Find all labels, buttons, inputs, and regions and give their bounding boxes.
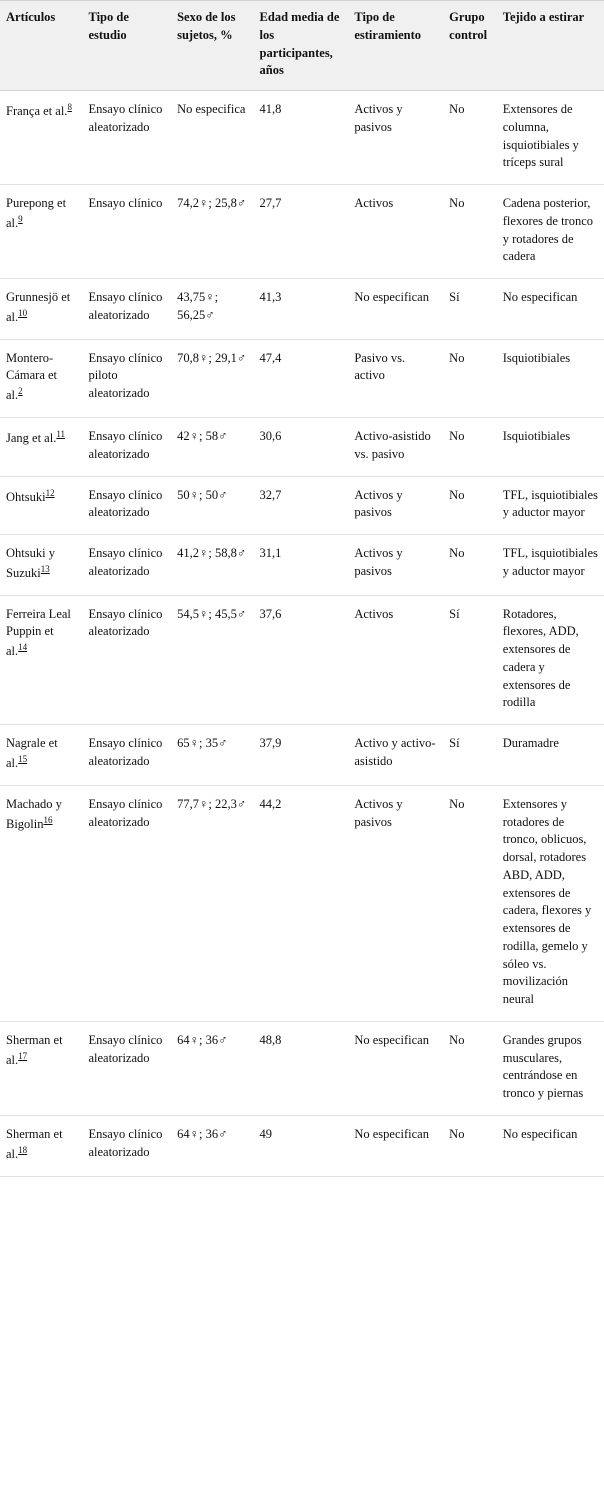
column-header-tipo-estiramiento: Tipo de estiramiento xyxy=(348,1,443,91)
cell-sex: 41,2♀; 58,8♂ xyxy=(171,535,253,596)
cell-study-type: Ensayo clínico aleatorizado xyxy=(82,91,171,185)
cell-tissue: Isquiotibiales xyxy=(497,339,604,417)
cell-article xyxy=(0,91,82,185)
cell-age: 31,1 xyxy=(254,535,349,596)
cell-article xyxy=(0,595,82,725)
column-header-edad-media: Edad media de los participantes, años xyxy=(254,1,349,91)
cell-study-type: Ensayo clínico aleatorizado xyxy=(82,1021,171,1115)
reference-link[interactable]: 8 xyxy=(67,102,72,112)
cell-tissue: Duramadre xyxy=(497,725,604,786)
cell-control-group: No xyxy=(443,185,497,279)
cell-study-type: Ensayo clínico piloto aleatorizado xyxy=(82,339,171,417)
cell-control-group: Sí xyxy=(443,279,497,340)
cell-sex: 70,8♀; 29,1♂ xyxy=(171,339,253,417)
reference-link[interactable]: 16 xyxy=(43,814,53,825)
cell-control-group: No xyxy=(443,785,497,1021)
table-row xyxy=(0,1115,604,1176)
cell-stretch-type: Activos y pasivos xyxy=(348,476,443,535)
cell-sex: 64♀; 36♂ xyxy=(171,1115,253,1176)
cell-study-type: Ensayo clínico aleatorizado xyxy=(82,725,171,786)
cell-age: 48,8 xyxy=(254,1021,349,1115)
cell-age: 32,7 xyxy=(254,476,349,535)
reference-link[interactable]: 18 xyxy=(18,1144,28,1155)
article-name: Ferreira Leal Puppin et al. xyxy=(6,606,71,659)
cell-study-type: Ensayo clínico aleatorizado xyxy=(82,785,171,1021)
cell-age: 47,4 xyxy=(254,339,349,417)
reference-link[interactable]: 9 xyxy=(18,213,23,224)
table-row xyxy=(0,339,604,417)
table-row xyxy=(0,418,604,477)
cell-study-type: Ensayo clínico aleatorizado xyxy=(82,418,171,477)
article-name: França et al. xyxy=(6,104,68,119)
cell-control-group: No xyxy=(443,1021,497,1115)
table-row xyxy=(0,595,604,725)
table-row xyxy=(0,185,604,279)
cell-tissue: Grandes grupos musculares, centrándose en tronco y piernas xyxy=(497,1021,604,1115)
cell-stretch-type: Activos xyxy=(348,185,443,279)
article-name: Ohtsuki y Suzuki xyxy=(6,546,55,580)
reference-link[interactable]: 13 xyxy=(40,563,50,574)
article-name: Sherman et al. xyxy=(6,1126,63,1161)
cell-article xyxy=(0,785,82,1021)
column-header-grupo-control: Grupo control xyxy=(443,1,497,91)
cell-sex: 64♀; 36♂ xyxy=(171,1021,253,1115)
cell-sex: No especifica xyxy=(171,91,253,185)
cell-tissue: Extensores de columna, isquiotibiales y tríceps sural xyxy=(497,91,604,185)
cell-study-type: Ensayo clínico aleatorizado xyxy=(82,595,171,725)
table-header-row xyxy=(0,1,604,91)
cell-article xyxy=(0,476,82,535)
reference-link[interactable]: 14 xyxy=(18,642,28,653)
cell-study-type: Ensayo clínico aleatorizado xyxy=(82,279,171,340)
cell-age: 37,9 xyxy=(254,725,349,786)
article-name: Jang et al. xyxy=(6,431,57,446)
cell-control-group: No xyxy=(443,339,497,417)
article-name: Ohtsuki xyxy=(6,489,46,504)
cell-article xyxy=(0,535,82,596)
cell-stretch-type: Activos xyxy=(348,595,443,725)
table-header xyxy=(0,1,604,91)
table-row xyxy=(0,785,604,1021)
cell-control-group: No xyxy=(443,418,497,477)
column-header-articulos: Artículos xyxy=(0,1,82,91)
cell-tissue: TFL, isquiotibiales y aductor mayor xyxy=(497,535,604,596)
table-body xyxy=(0,91,604,1177)
table-row xyxy=(0,725,604,786)
cell-sex: 54,5♀; 45,5♂ xyxy=(171,595,253,725)
cell-stretch-type: Activo y activo-asistido xyxy=(348,725,443,786)
article-name: Nagrale et al. xyxy=(6,736,58,771)
cell-sex: 65♀; 35♂ xyxy=(171,725,253,786)
cell-age: 37,6 xyxy=(254,595,349,725)
cell-tissue: No especifican xyxy=(497,1115,604,1176)
cell-tissue: Extensores y rotadores de tronco, oblicuos, dorsal, rotadores ABD, ADD, extensores de cadera, flexores y extensores de rodilla, gemelo y sóleo vs. movilización neural xyxy=(497,785,604,1021)
cell-stretch-type: Pasivo vs. activo xyxy=(348,339,443,417)
reference-link[interactable]: 12 xyxy=(45,487,55,498)
cell-sex: 43,75♀; 56,25♂ xyxy=(171,279,253,340)
cell-age: 41,8 xyxy=(254,91,349,185)
reference-link[interactable]: 11 xyxy=(56,429,66,440)
cell-article xyxy=(0,185,82,279)
table-row xyxy=(0,279,604,340)
cell-control-group: No xyxy=(443,535,497,596)
cell-age: 41,3 xyxy=(254,279,349,340)
cell-tissue: Cadena posterior, flexores de tronco y rotadores de cadera xyxy=(497,185,604,279)
cell-age: 30,6 xyxy=(254,418,349,477)
article-name: Montero-Cámara et al. xyxy=(6,350,58,403)
reference-link[interactable]: 2 xyxy=(18,386,23,397)
cell-stretch-type: Activo-asistido vs. pasivo xyxy=(348,418,443,477)
table-row xyxy=(0,91,604,185)
cell-sex: 50♀; 50♂ xyxy=(171,476,253,535)
cell-sex: 42♀; 58♂ xyxy=(171,418,253,477)
cell-stretch-type: Activos y pasivos xyxy=(348,91,443,185)
article-name: Purepong et al. xyxy=(6,196,67,230)
cell-stretch-type: No especifican xyxy=(348,279,443,340)
cell-age: 27,7 xyxy=(254,185,349,279)
table-row xyxy=(0,1021,604,1115)
column-header-sexo: Sexo de los sujetos, % xyxy=(171,1,253,91)
cell-control-group: No xyxy=(443,476,497,535)
cell-stretch-type: No especifican xyxy=(348,1115,443,1176)
cell-control-group: Sí xyxy=(443,595,497,725)
cell-control-group: No xyxy=(443,1115,497,1176)
reference-link[interactable]: 17 xyxy=(18,1050,28,1061)
cell-stretch-type: Activos y pasivos xyxy=(348,535,443,596)
cell-sex: 74,2♀; 25,8♂ xyxy=(171,185,253,279)
cell-age: 49 xyxy=(254,1115,349,1176)
cell-stretch-type: Activos y pasivos xyxy=(348,785,443,1021)
cell-article xyxy=(0,339,82,417)
cell-control-group: Sí xyxy=(443,725,497,786)
cell-article xyxy=(0,725,82,786)
cell-article xyxy=(0,279,82,340)
cell-tissue: Rotadores, flexores, ADD, extensores de cadera y extensores de rodilla xyxy=(497,595,604,725)
cell-age: 44,2 xyxy=(254,785,349,1021)
cell-article xyxy=(0,1021,82,1115)
table-row xyxy=(0,476,604,535)
article-name: Sherman et al. xyxy=(6,1032,63,1067)
cell-tissue: Isquiotibiales xyxy=(497,418,604,477)
cell-control-group: No xyxy=(443,91,497,185)
cell-study-type: Ensayo clínico aleatorizado xyxy=(82,1115,171,1176)
column-header-tejido: Tejido a estirar xyxy=(497,1,604,91)
cell-sex: 77,7♀; 22,3♂ xyxy=(171,785,253,1021)
cell-article xyxy=(0,1115,82,1176)
reference-link[interactable]: 10 xyxy=(18,307,28,318)
column-header-tipo-de-estudio: Tipo de estudio xyxy=(82,1,171,91)
reference-link[interactable]: 15 xyxy=(18,753,28,764)
cell-tissue: TFL, isquiotibiales y aductor mayor xyxy=(497,476,604,535)
cell-study-type: Ensayo clínico aleatorizado xyxy=(82,535,171,596)
cell-study-type: Ensayo clínico xyxy=(82,185,171,279)
cell-stretch-type: No especifican xyxy=(348,1021,443,1115)
article-name: Machado y Bigolin xyxy=(6,796,62,831)
table-row xyxy=(0,535,604,596)
cell-tissue: No especifican xyxy=(497,279,604,340)
cell-article xyxy=(0,418,82,477)
article-name: Grunnesjö et al. xyxy=(6,290,71,324)
cell-study-type: Ensayo clínico aleatorizado xyxy=(82,476,171,535)
